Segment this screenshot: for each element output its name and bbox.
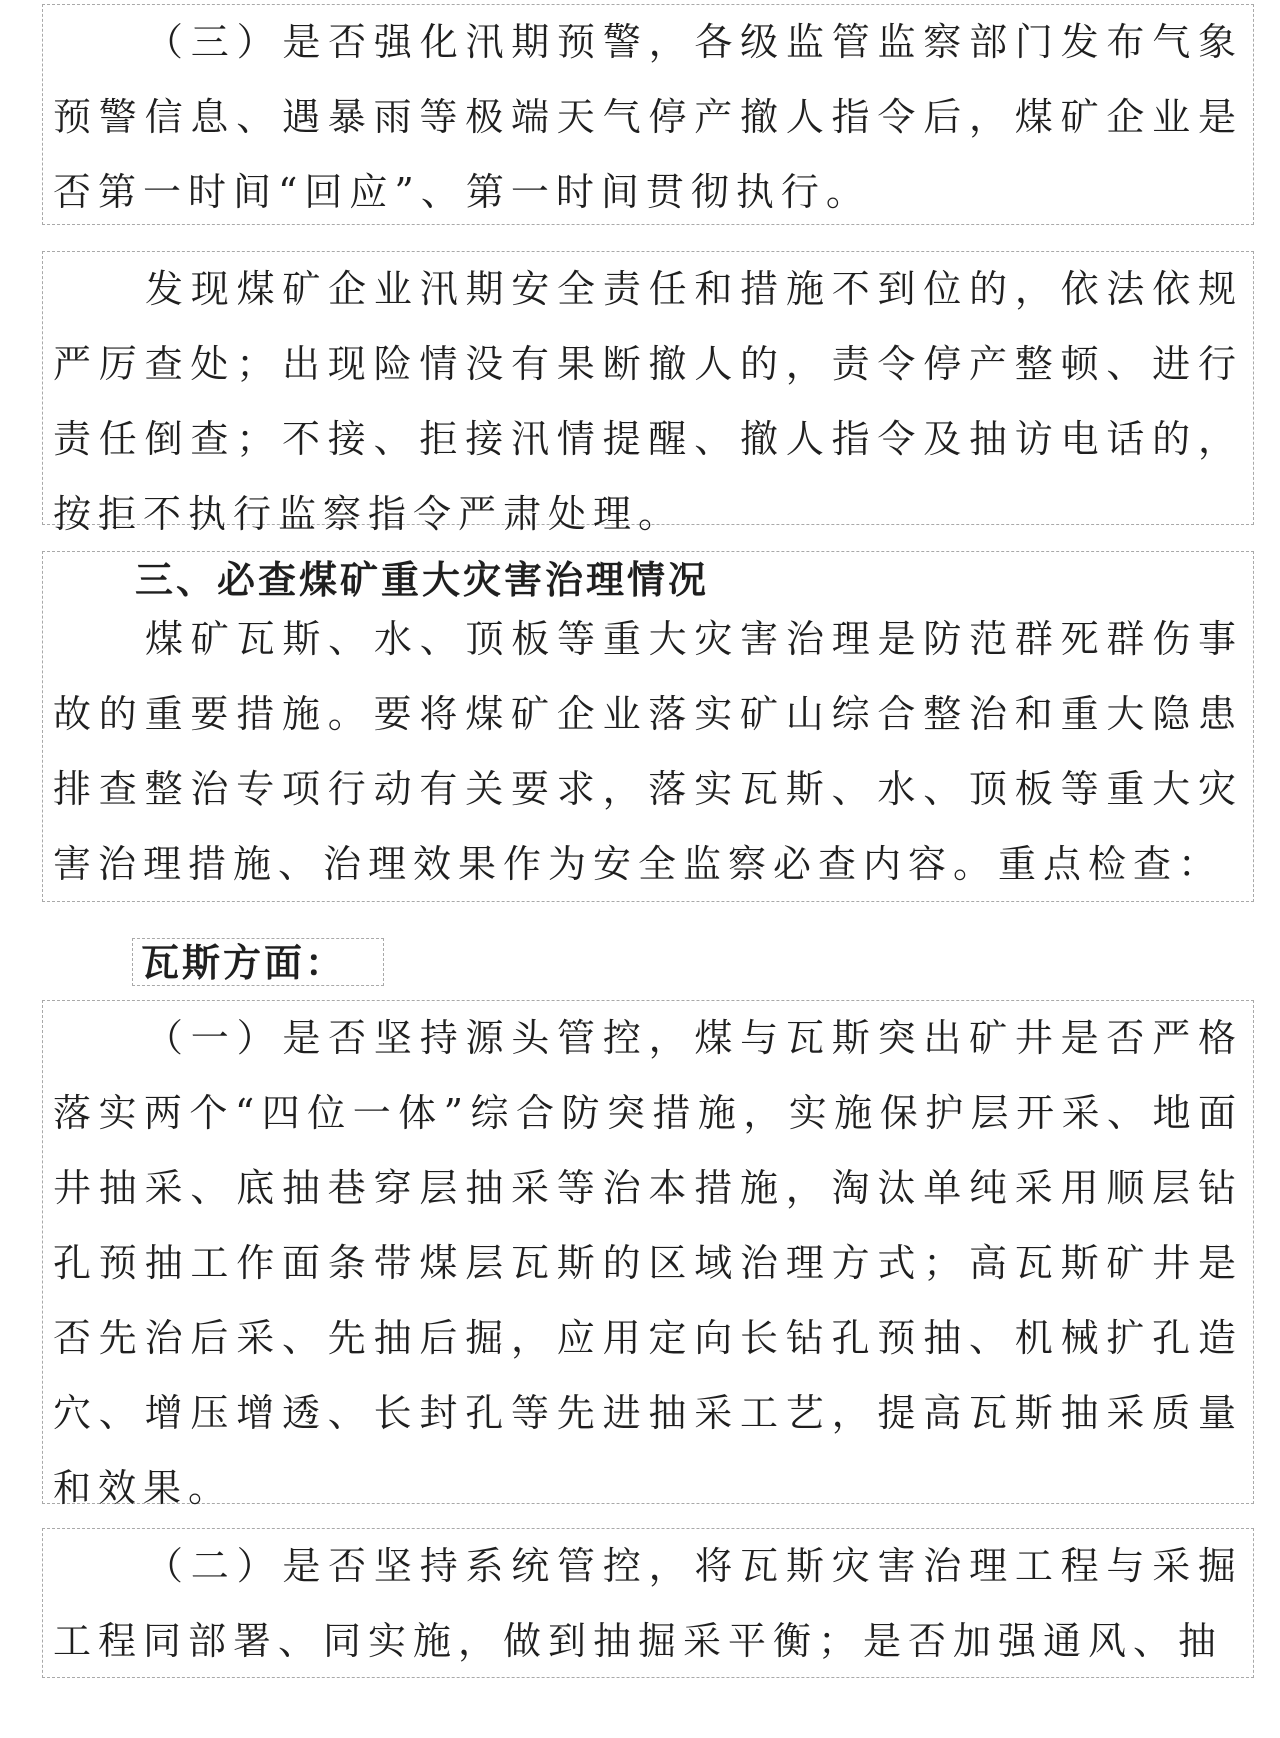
gas-heading: 瓦斯方面：: [141, 941, 347, 985]
paragraph-block-gas-item-1: [42, 1000, 1254, 1510]
paragraph-section-intro: 煤矿瓦斯、水、顶板等重大灾害治理是防范群死群伤事故的重要措施。要将煤矿企业落实矿山综合整治和重大隐患排查整治专项行动有关要求，落实瓦斯、水、顶板等重大灾害治理措施、治理效果作为安全监察必查内容。重点检查：: [53, 617, 1243, 886]
gas-heading-block: [132, 938, 384, 986]
paragraph-block-item-3: [42, 4, 1254, 225]
paragraph-gas-item-1: （一）是否坚持源头管控，煤与瓦斯突出矿井是否严格落实两个“四位一体”综合防突措施，实施保护层开采、地面井抽采、底抽巷穿层抽采等治本措施，淘汰单纯采用顺层钻孔预抽工作面条带煤层瓦斯的区域治理方式；高瓦斯矿井是否先治后采、先抽后掘，应用定向长钻孔预抽、机械扩孔造穴、增压增透、长封孔等先进抽采工艺，提高瓦斯抽采质量和效果。: [53, 1016, 1243, 1510]
paragraph-item-3: （三）是否强化汛期预警，各级监管监察部门发布气象预警信息、遇暴雨等极端天气停产撤人指令后，煤矿企业是否第一时间“回应”、第一时间贯彻执行。: [53, 20, 1243, 214]
paragraph-penalty: 发现煤矿企业汛期安全责任和措施不到位的，依法依规严厉查处；出现险情没有果断撤人的，责令停产整顿、进行责任倒查；不接、拒接汛情提醒、撤人指令及抽访电话的，按拒不执行监察指令严肃处理。: [53, 267, 1243, 536]
section-heading: 三、必查煤矿重大灾害治理情况: [135, 558, 710, 602]
paragraph-block-penalty: [42, 251, 1254, 536]
paragraph-block-gas-item-2: [42, 1528, 1254, 1678]
paragraph-gas-item-2: （二）是否坚持系统管控，将瓦斯灾害治理工程与采掘工程同部署、同实施，做到抽掘采平衡；是否加强通风、抽: [53, 1544, 1243, 1663]
section-block-major-hazards: [42, 551, 1254, 902]
